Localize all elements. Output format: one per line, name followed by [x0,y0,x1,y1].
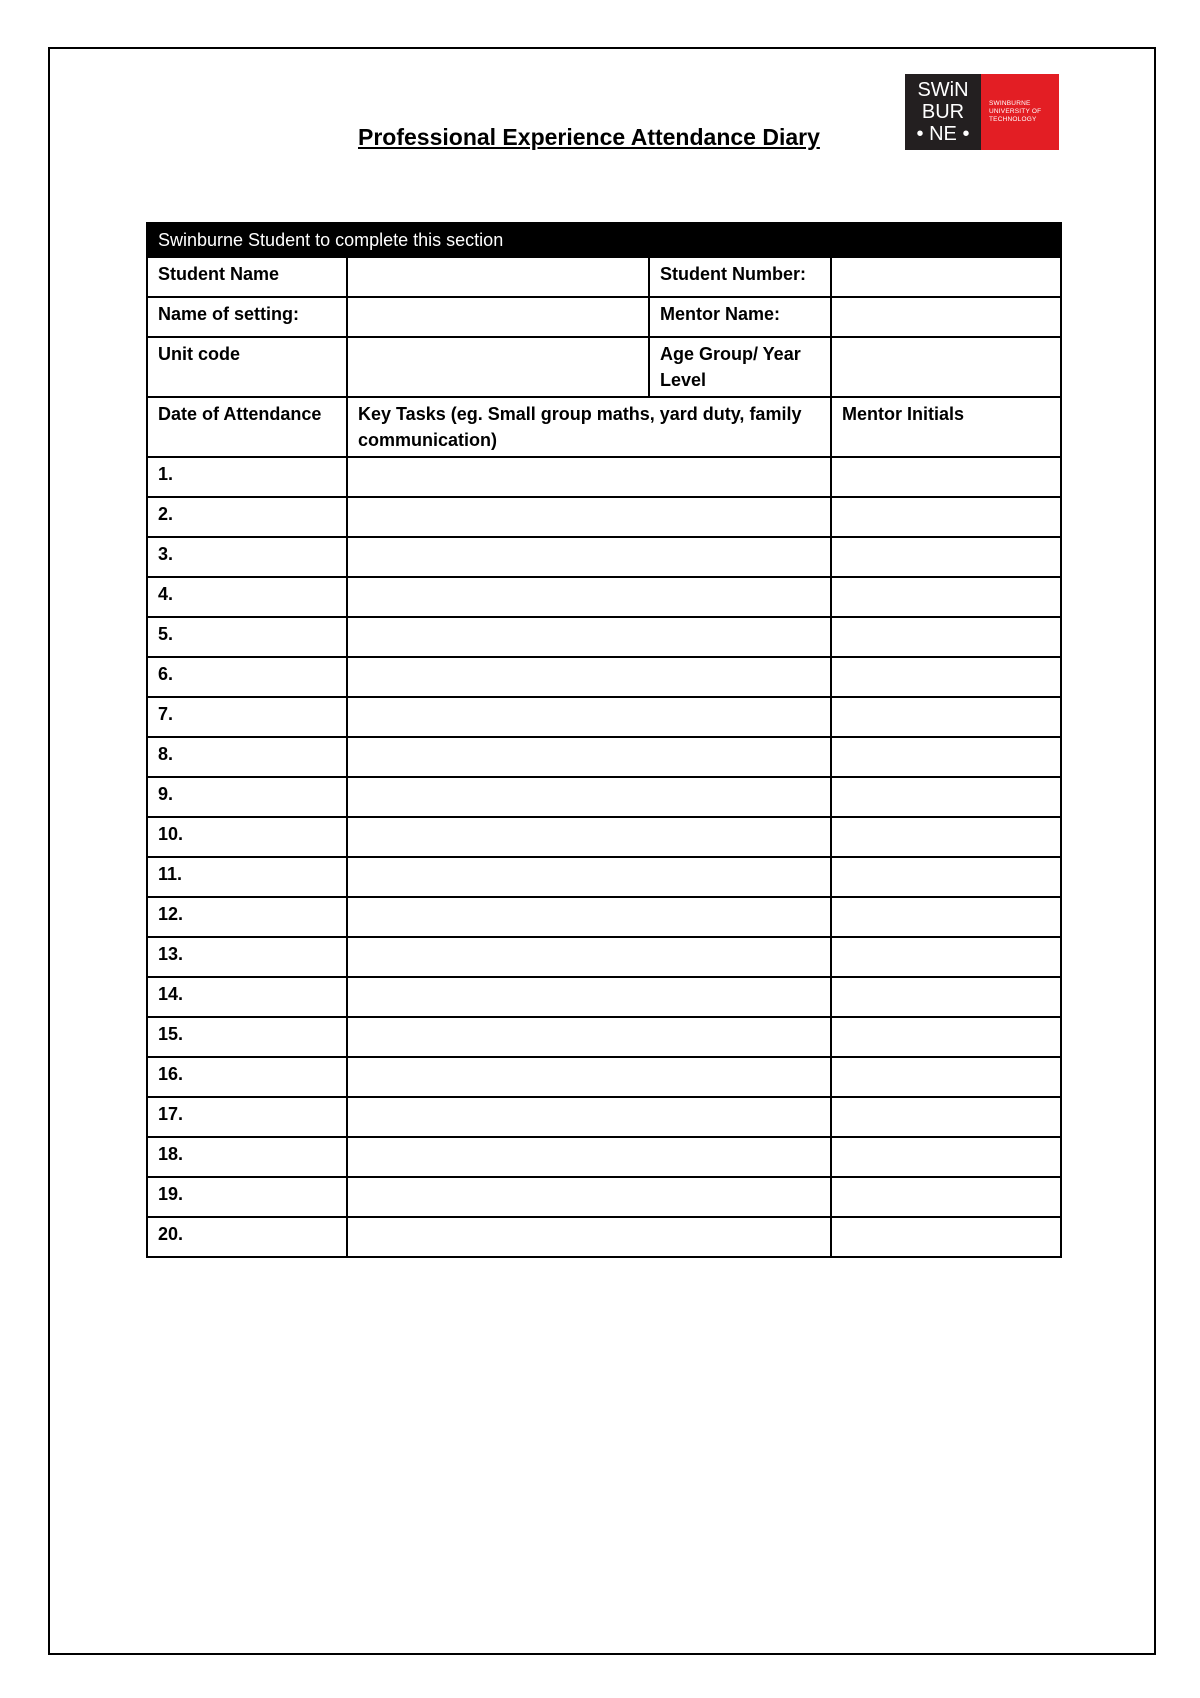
document-title: Professional Experience Attendance Diary [358,124,820,150]
logo-line: BUR [921,101,965,123]
diary-row [147,1097,1061,1137]
column-header-row [147,397,1061,457]
mentor-initials-cell[interactable] [831,617,1061,657]
key-tasks-cell[interactable] [347,697,831,737]
diary-row [147,457,1061,497]
mentor-initials-cell[interactable] [831,1217,1061,1257]
logo-line: • NE • [916,123,970,145]
logo-wordmark [905,74,981,150]
mentor-initials-cell[interactable] [831,537,1061,577]
logo-subtext [981,74,1059,150]
key-tasks-cell[interactable] [347,1057,831,1097]
mentor-initials-cell[interactable] [831,1177,1061,1217]
mentor-initials-cell[interactable] [831,1017,1061,1057]
diary-row [147,857,1061,897]
row-number: 6. [147,657,347,697]
key-tasks-cell[interactable] [347,1017,831,1057]
mentor-initials-cell[interactable] [831,737,1061,777]
key-tasks-cell[interactable] [347,817,831,857]
row-number: 15. [147,1017,347,1057]
mentor-initials-cell[interactable] [831,937,1061,977]
diary-row [147,497,1061,537]
diary-row [147,617,1061,657]
logo-subtext-line: SWINBURNE [989,100,1031,107]
diary-row [147,577,1061,617]
tasks-column-header: Key Tasks (eg. Small group maths, yard duty, family communication) [347,397,831,457]
row-number: 5. [147,617,347,657]
mentor-name-field[interactable] [831,297,1061,337]
row-number: 10. [147,817,347,857]
mentor-initials-cell[interactable] [831,1137,1061,1177]
key-tasks-cell[interactable] [347,497,831,537]
row-number: 1. [147,457,347,497]
row-number: 14. [147,977,347,1017]
setting-name-field[interactable] [347,297,649,337]
key-tasks-cell[interactable] [347,457,831,497]
mentor-initials-cell[interactable] [831,577,1061,617]
key-tasks-cell[interactable] [347,1177,831,1217]
info-row [147,297,1061,337]
row-number: 9. [147,777,347,817]
row-number: 20. [147,1217,347,1257]
row-number: 8. [147,737,347,777]
row-number: 16. [147,1057,347,1097]
row-number: 18. [147,1137,347,1177]
logo-subtext-line: TECHNOLOGY [989,116,1037,123]
diary-row [147,737,1061,777]
date-column-header: Date of Attendance [147,397,347,457]
diary-row [147,537,1061,577]
key-tasks-cell[interactable] [347,1097,831,1137]
mentor-initials-cell[interactable] [831,1097,1061,1137]
diary-row [147,977,1061,1017]
unit-code-field[interactable] [347,337,649,397]
key-tasks-cell[interactable] [347,617,831,657]
mentor-name-label: Mentor Name: [649,297,831,337]
key-tasks-cell[interactable] [347,657,831,697]
section-header-row [147,223,1061,257]
logo-subtext-line: UNIVERSITY OF [989,108,1042,115]
age-group-label: Age Group/ Year Level [649,337,831,397]
diary-row [147,1057,1061,1097]
key-tasks-cell[interactable] [347,1137,831,1177]
unit-code-label: Unit code [147,337,347,397]
diary-row [147,1017,1061,1057]
diary-row [147,1137,1061,1177]
key-tasks-cell[interactable] [347,977,831,1017]
diary-row [147,817,1061,857]
setting-name-label: Name of setting: [147,297,347,337]
mentor-initials-cell[interactable] [831,457,1061,497]
student-number-label: Student Number: [649,257,831,297]
row-number: 7. [147,697,347,737]
row-number: 3. [147,537,347,577]
key-tasks-cell[interactable] [347,857,831,897]
age-group-field[interactable] [831,337,1061,397]
section-header: Swinburne Student to complete this section [147,223,1061,257]
diary-row [147,897,1061,937]
initials-column-header: Mentor Initials [831,397,1061,457]
mentor-initials-cell[interactable] [831,977,1061,1017]
mentor-initials-cell[interactable] [831,697,1061,737]
row-number: 4. [147,577,347,617]
row-number: 13. [147,937,347,977]
mentor-initials-cell[interactable] [831,817,1061,857]
row-number: 19. [147,1177,347,1217]
mentor-initials-cell[interactable] [831,1057,1061,1097]
mentor-initials-cell[interactable] [831,897,1061,937]
key-tasks-cell[interactable] [347,537,831,577]
mentor-initials-cell[interactable] [831,857,1061,897]
student-number-field[interactable] [831,257,1061,297]
key-tasks-cell[interactable] [347,937,831,977]
mentor-initials-cell[interactable] [831,777,1061,817]
row-number: 12. [147,897,347,937]
diary-row [147,777,1061,817]
logo-line: SWiN [917,79,969,101]
info-row [147,257,1061,297]
diary-row [147,697,1061,737]
row-number: 2. [147,497,347,537]
diary-row [147,937,1061,977]
student-name-field[interactable] [347,257,649,297]
mentor-initials-cell[interactable] [831,497,1061,537]
key-tasks-cell[interactable] [347,577,831,617]
key-tasks-cell[interactable] [347,777,831,817]
key-tasks-cell[interactable] [347,737,831,777]
row-number: 17. [147,1097,347,1137]
diary-row [147,1177,1061,1217]
mentor-initials-cell[interactable] [831,657,1061,697]
swinburne-logo [905,74,1059,150]
diary-rows [147,457,1061,1257]
key-tasks-cell[interactable] [347,897,831,937]
diary-row [147,657,1061,697]
info-row [147,337,1061,397]
key-tasks-cell[interactable] [347,1217,831,1257]
attendance-table [146,222,1062,1258]
student-name-label: Student Name [147,257,347,297]
diary-row [147,1217,1061,1257]
row-number: 11. [147,857,347,897]
